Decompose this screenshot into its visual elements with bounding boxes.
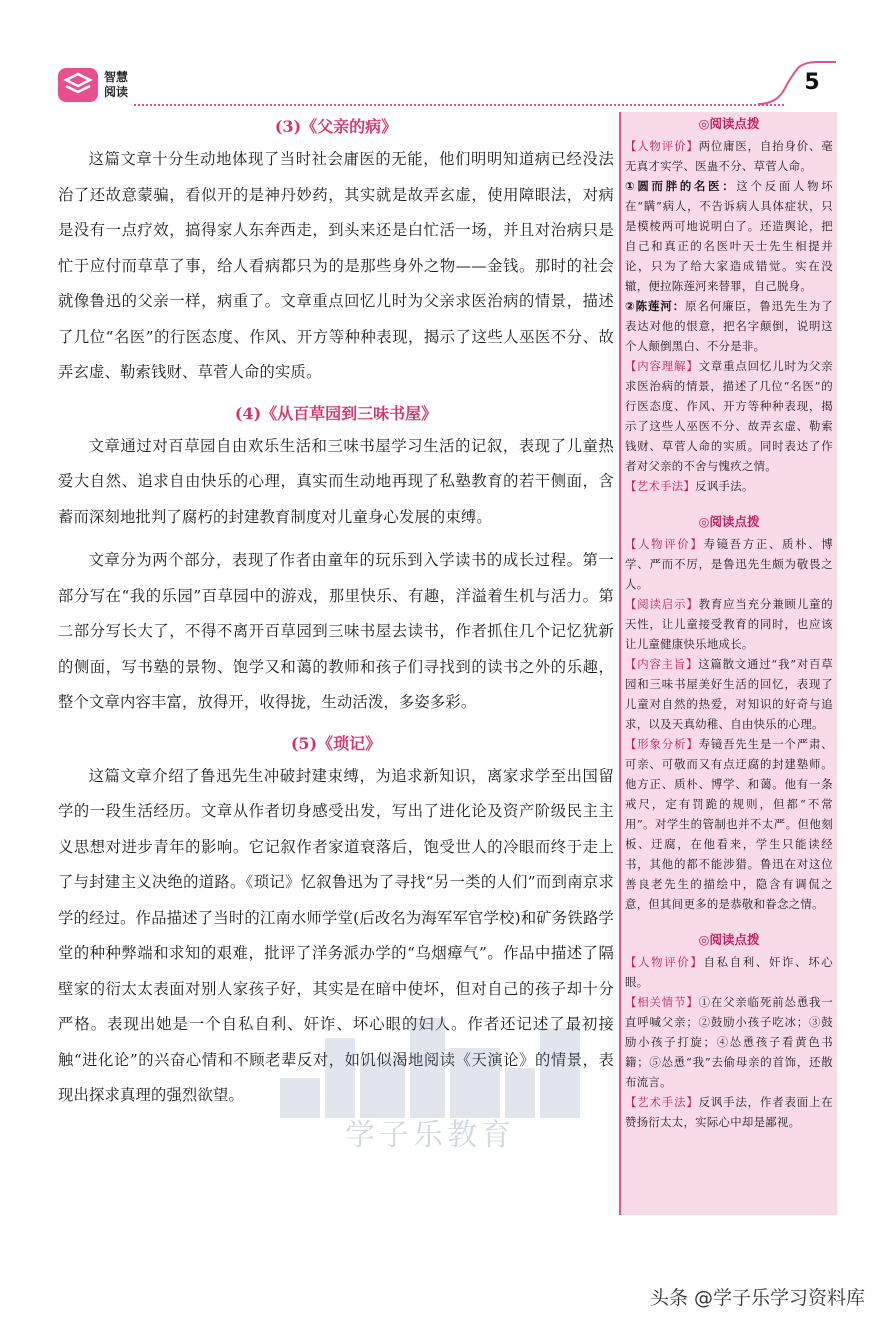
note-item	[625, 734, 833, 914]
section-title: (3)《父亲的病》	[274, 117, 398, 136]
note-item	[625, 534, 833, 594]
note-tag: 【艺术手法】	[625, 479, 696, 493]
note-label: ②陈莲河：	[625, 299, 686, 313]
notes-title: ◎阅读点拨	[698, 116, 760, 131]
note-tag: 【形象分析】	[625, 737, 699, 751]
note-text: 反讽手法，作者表面上在赞扬衍太太，实际心中却是鄙视。	[625, 1095, 833, 1129]
note-tag: 【艺术手法】	[625, 1095, 699, 1109]
note-text: 两位庸医，自抬身价、毫无真才实学、医蛊不分、草菅人命。	[625, 139, 833, 173]
section-suoji	[58, 729, 614, 1114]
section-father-illness	[58, 112, 614, 391]
page-header	[58, 60, 838, 112]
note-text: 反讽手法。	[695, 479, 754, 493]
note-tag: 【阅读启示】	[625, 597, 699, 611]
section-title: (5)《琐记》	[290, 733, 382, 753]
note-tag: 【内容理解】	[625, 359, 699, 373]
section-baicaoyuan	[58, 399, 614, 721]
paragraph: 这篇文章十分生动地体现了当时社会庸医的无能，他们明明知道病已经没法治了还故意蒙骗，看似开的是神丹妙药，其实就是故弄玄虚，使用障眼法，对病是没有一点疗效，搞得家人东奔西走，到头来还是白忙活一场，并且对治病只是忙于应付而草草了事，给人看病都只为的是那些身外之物——金钱。那时的社会就像鲁迅的父亲一样，病重了。文章重点回忆儿时为父亲求医治病的情景，描述了几位“名医”的行医态度、作风、开方等种种表现，揭示了这些人巫医不分、故弄玄虚、勒索钱财、草菅人命的实质。	[58, 150, 614, 381]
note-text: 这个反面人物坏在“瞒”病人，不告诉病人具体症状，只是模棱两可地说明白了。还造舆论，把自己和真正的名医叶天士先生相提并论，只为了给大家造成错觉。实在没辙，便拉陈莲河来替罪，自己脱身。	[625, 179, 833, 293]
note-text: 文章重点回忆儿时为父亲求医治病的情景，描述了几位“名医”的行医态度、作风、开方等种种表现，揭示了这些人巫医不分、故弄玄虚、勒索钱财、草菅人命的实质。同时表达了作者对父亲的不舍与愧疚之情。	[625, 359, 833, 473]
note-item	[625, 356, 833, 476]
note-item	[625, 296, 833, 356]
page-number: 5	[804, 70, 820, 95]
note-label: ①圆而胖的名医：	[625, 179, 737, 193]
note-text: 这篇散文通过“我”对百草园和三味书屋美好生活的回忆，表现了儿童对自然的热爱，对知识的好奇与追求，以及天真幼稚、自由快乐的心理。	[625, 657, 833, 731]
note-text: ①在父亲临死前怂恿我一直呼喊父亲；②鼓励小孩子吃冰；③鼓励小孩子打旋；④怂恿孩子看黄色书籍；⑤怂恿“我”去偷母亲的首饰，还散布流言。	[625, 995, 833, 1089]
note-item	[625, 654, 833, 734]
note-tag: 【内容主旨】	[625, 657, 699, 671]
main-content	[58, 112, 614, 1114]
note-item	[625, 176, 833, 296]
section-title: (4)《从百草园到三味书屋》	[234, 403, 438, 423]
footer-credit: 头条 @学子乐学习资料库	[649, 1287, 865, 1309]
note-item	[625, 476, 833, 496]
notes-title: ◎阅读点拨	[698, 932, 760, 947]
note-tag: 【相关情节】	[625, 995, 699, 1009]
note-text: 自私自利、奸诈、坏心眼。	[625, 955, 833, 989]
paragraph: 文章分为两个部分，表现了作者由童年的玩乐到入学读书的成长过程。第一部分写在“我的乐园”百草园中的游戏，那里快乐、有趣，洋溢着生机与活力。第二部分写长大了，不得不离开百草园到三味书屋去读书，作者抓住几个记忆犹新的侧面，写书塾的景物、饱学又和蔼的教师和孩子们寻找到的读书之外的乐趣，整个文章内容丰富，放得开，收得拢，生动活泼，多姿多彩。	[58, 551, 614, 711]
reading-notes-sidebar	[619, 112, 837, 1215]
note-text: 原名何廉臣，鲁迅先生为了表达对他的恨意，把名字颠倒，说明这个人颠倒黑白、不分是非。	[625, 299, 833, 353]
paragraph: 这篇文章介绍了鲁迅先生冲破封建束缚，为追求新知识，离家求学至出国留学的一段生活经历。文章从作者切身感受出发，写出了进化论及资产阶级民主主义思想对进步青年的影响。它记叙作者家道衰落后，饱受世人的冷眼而终于走上了与封建主义决绝的道路。《琐记》忆叙鲁迅为了寻找“另一类的人们”而到南京求学的经过。作品描述了当时的江南水师学堂(后改名为海军军官学校)和矿务铁路学堂的种种弊端和求知的艰难，批评了洋务派办学的“乌烟瘴气”。作品中描述了隔壁家的衍太太表面对别人家孩子好，其实是在暗中使坏，但对自己的孩子却十分严格。表现出她是一个自私自利、奸诈、坏心眼的妇人。作者还记述了最初接触“进化论”的兴奋心情和不顾老辈反对，如饥似渴地阅读《天演论》的情景，表现出探求真理的强烈欲望。	[58, 766, 614, 1104]
note-tag: 【人物评价】	[625, 537, 704, 551]
notes-block	[625, 928, 833, 1132]
note-item	[625, 1092, 833, 1132]
notes-title: ◎阅读点拨	[698, 514, 760, 529]
note-item	[625, 992, 833, 1092]
logo-icon	[58, 68, 98, 102]
note-text: 教育应当充分兼顾儿童的天性，让儿童接受教育的同时，也应该让儿童健康快乐地成长。	[625, 597, 833, 651]
notes-block	[625, 112, 833, 496]
note-item	[625, 952, 833, 992]
note-text: 寿镜吾方正、质朴、博学、严而不厉，是鲁迅先生颇为敬畏之人。	[625, 537, 833, 591]
note-tag: 【人物评价】	[625, 139, 699, 153]
note-text: 寿镜吾先生是一个严肃、可亲、可敬而又有点迂腐的封建塾师。他方正、质朴、博学、和蔼。他有一条戒尺，定有罚跪的规则，但都“不常用”。对学生的管制也并不太严。但他刻板、迂腐，在他看来，学生只能读经书，其他的都不能涉猎。鲁迅在对这位善良老先生的描绘中，隐含有调侃之意，但其间更多的是恭敬和眷念之情。	[625, 737, 833, 911]
note-tag: 【人物评价】	[625, 955, 704, 969]
note-item	[625, 594, 833, 654]
note-item	[625, 136, 833, 176]
logo-text: 智慧阅读	[104, 70, 129, 99]
paragraph: 文章通过对百草园自由欢乐生活和三味书屋学习生活的记叙，表现了儿童热爱大自然、追求自由快乐的心理，真实而生动地再现了私塾教育的若干侧面，含蓄而深刻地批判了腐朽的封建教育制度对儿童身心发展的束缚。	[58, 436, 614, 526]
header-divider	[134, 104, 784, 106]
watermark-text: 学子乐教育	[345, 1118, 515, 1153]
notes-block	[625, 510, 833, 914]
